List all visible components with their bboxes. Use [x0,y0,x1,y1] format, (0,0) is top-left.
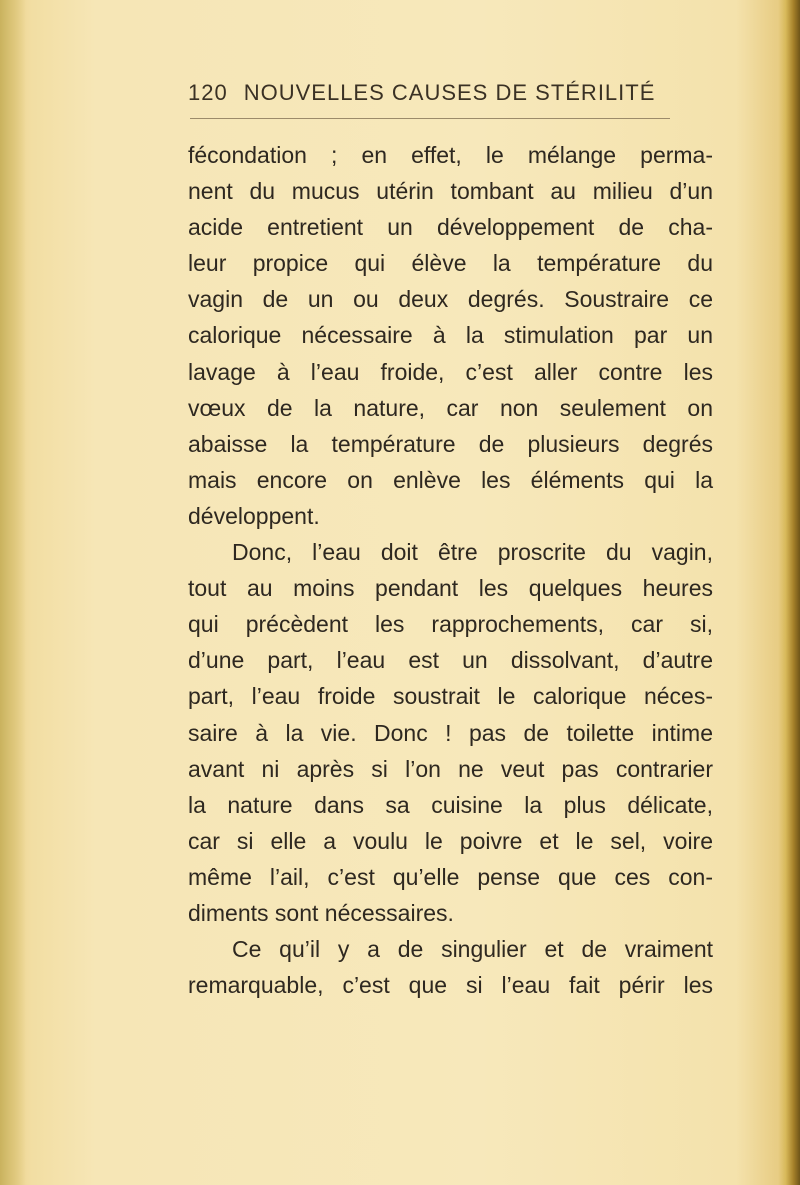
header-rule [190,118,670,119]
text-line: car si elle a voulu le poivre et le sel, voire [188,827,713,854]
running-header [188,80,658,116]
page-right-edge [778,0,800,1185]
text-line: part, l’eau froide soustrait le calorique néces- [188,683,713,710]
text-line: même l’ail, c’est qu’elle pense que ces con- [188,863,713,890]
text-line: qui précèdent les rapprochements, car si, [188,611,713,638]
text-line: d’une part, l’eau est un dissolvant, d’autre [188,647,713,674]
text-line: fécondation ; en effet, le mélange perma- [188,142,713,168]
text-line: saire à la vie. Donc ! pas de toilette intime [188,719,713,746]
page-left-edge [0,0,26,1185]
running-title: NOUVELLES CAUSES DE STÉRILITÉ [243,80,656,105]
text-line: nent du mucus utérin tombant au milieu d’un [188,178,713,205]
text-line: remarquable, c’est que si l’eau fait périr les [188,972,713,999]
text-line: vagin de un ou deux degrés. Soustraire ce [188,286,713,313]
text-line: avant ni après si l’on ne veut pas contrarier [188,755,713,782]
text-line: abaisse la température de plusieurs degrés [188,430,713,457]
text-line: diments sont nécessaires. [188,899,454,926]
body-text [188,137,713,1003]
text-line: tout au moins pendant les quelques heures [188,575,713,602]
text-line: Ce qu’il y a de singulier et de vraiment [232,936,713,963]
text-line: Donc, l’eau doit être proscrite du vagin, [232,539,713,566]
text-line: acide entretient un développement de cha- [188,214,713,241]
text-line: mais encore on enlève les éléments qui la [188,466,713,493]
text-line: vœux de la nature, car non seulement on [188,394,713,421]
text-line: développent. [188,502,320,529]
text-line: lavage à l’eau froide, c’est aller contre les [188,358,713,385]
text-line: leur propice qui élève la température du [188,250,713,277]
text-line: calorique nécessaire à la stimulation par un [188,322,713,349]
text-line: la nature dans sa cuisine la plus délicate, [188,791,713,818]
page-number: 120 [188,80,228,105]
